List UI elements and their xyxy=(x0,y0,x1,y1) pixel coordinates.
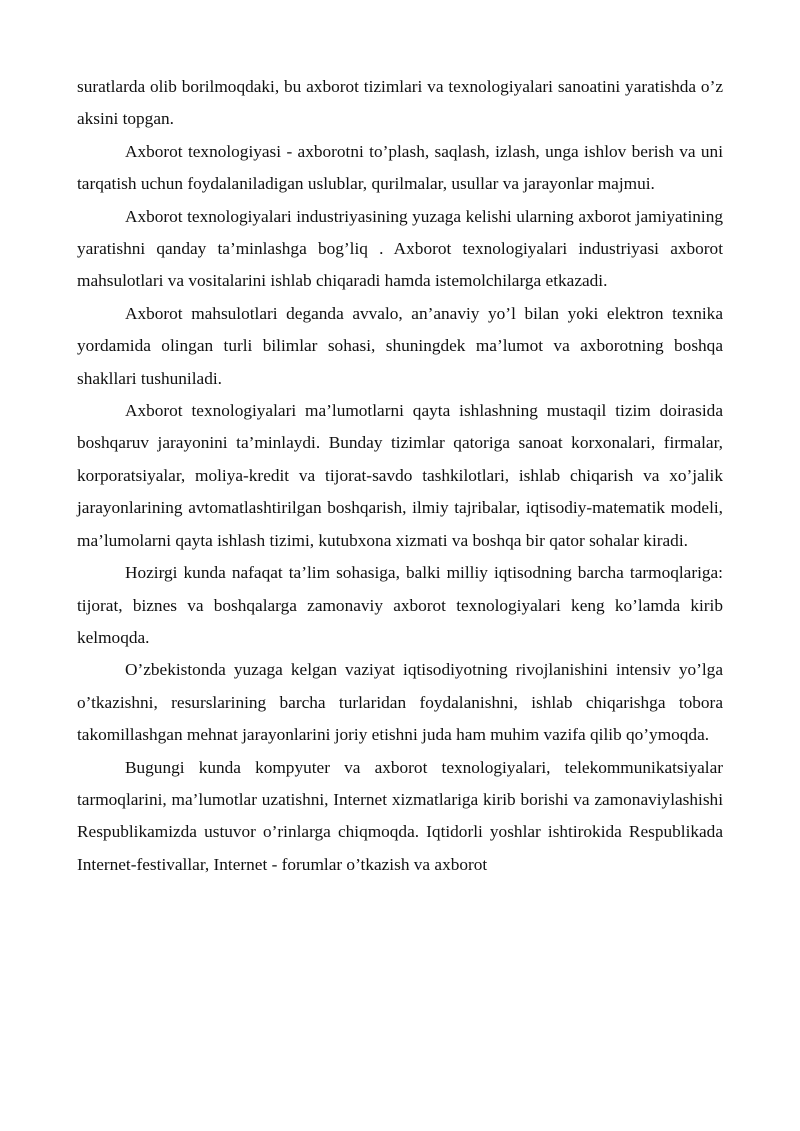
paragraph-management-systems: Axborot texnologiyalari ma’lumotlarni qayta ishlashning mustaqil tizim doirasida boshqaruv jarayonini ta’minlaydi. Bunday tizimlar qatoriga sanoat korxonalari, firmalar, korporatsiyalar, moliya-kredit va tijorat-savdo tashkilotlari, ishlab chiqarish va xo’jalik jarayonlarining avtomatlashtirilgan boshqarish, ilmiy tajribalar, iqtisodiy-matematik modeli, ma’lumolarni qayta ishlash tizimi, kutubxona xizmati va boshqa bir qator sohalar kiradi. xyxy=(77,401,723,550)
paragraph-uzbekistan-situation: O’zbekistonda yuzaga kelgan vaziyat iqtisodiyotning rivojlanishini intensiv yo’lga o’tkazishni, resurslarining barcha turlaridan foydalanishni, ishlab chiqarishga tobora takomillashgan mehnat jarayonlarini joriy etishni juda ham muhim vazifa qilib qo’ymoqda. xyxy=(77,660,723,745)
paragraph-it-industry: Axborot texnologiyalari industriyasining yuzaga kelishi ularning axborot jamiyatining yaratishni qanday ta’minlashga bog’liq . Axborot texnologiyalari industriyasi axborot mahsulotlari va vositalarini ishlab chiqaradi hamda istemolchilarga etkazadi. xyxy=(77,206,723,291)
document-body xyxy=(77,71,723,881)
paragraph-current-adoption: Hozirgi kunda nafaqat ta’lim sohasiga, balki milliy iqtisodning barcha tarmoqlariga: tijorat, biznes va boshqalarga zamonaviy axborot texnologiyalari keng ko’lamda kirib kelmoqda. xyxy=(77,563,723,647)
paragraph-continuation: suratlarda olib borilmoqdaki, bu axborot tizimlari va texnologiyalari sanoatini yaratishda o’z aksini topgan. xyxy=(77,77,723,129)
paragraph-it-definition: Axborot texnologiyasi - axborotni to’plash, saqlash, izlash, unga ishlov berish va uni tarqatish uchun foydalaniladigan uslublar, qurilmalar, usullar va jarayonlar majmui. xyxy=(77,141,723,194)
paragraph-telecom-development: Bugungi kunda kompyuter va axborot texnologiyalari, telekommunikatsiyalar tarmoqlarini, ma’lumotlar uzatishni, Internet xizmatlariga kirib borishi va zamonaviylashishi Respublikamizda ustuvor o’rinlarga chiqmoqda. Iqtidorli yoshlar ishtirokida Respublikada Internet-festivallar, Internet - forumlar o’tkazish va axborot xyxy=(77,757,723,874)
paragraph-information-products: Axborot mahsulotlari deganda avvalo, an’anaviy yo’l bilan yoki elektron texnika yordamida olingan turli bilimlar sohasi, shuningdek ma’lumot va axborotning boshqa shakllari tushuniladi. xyxy=(77,303,723,388)
